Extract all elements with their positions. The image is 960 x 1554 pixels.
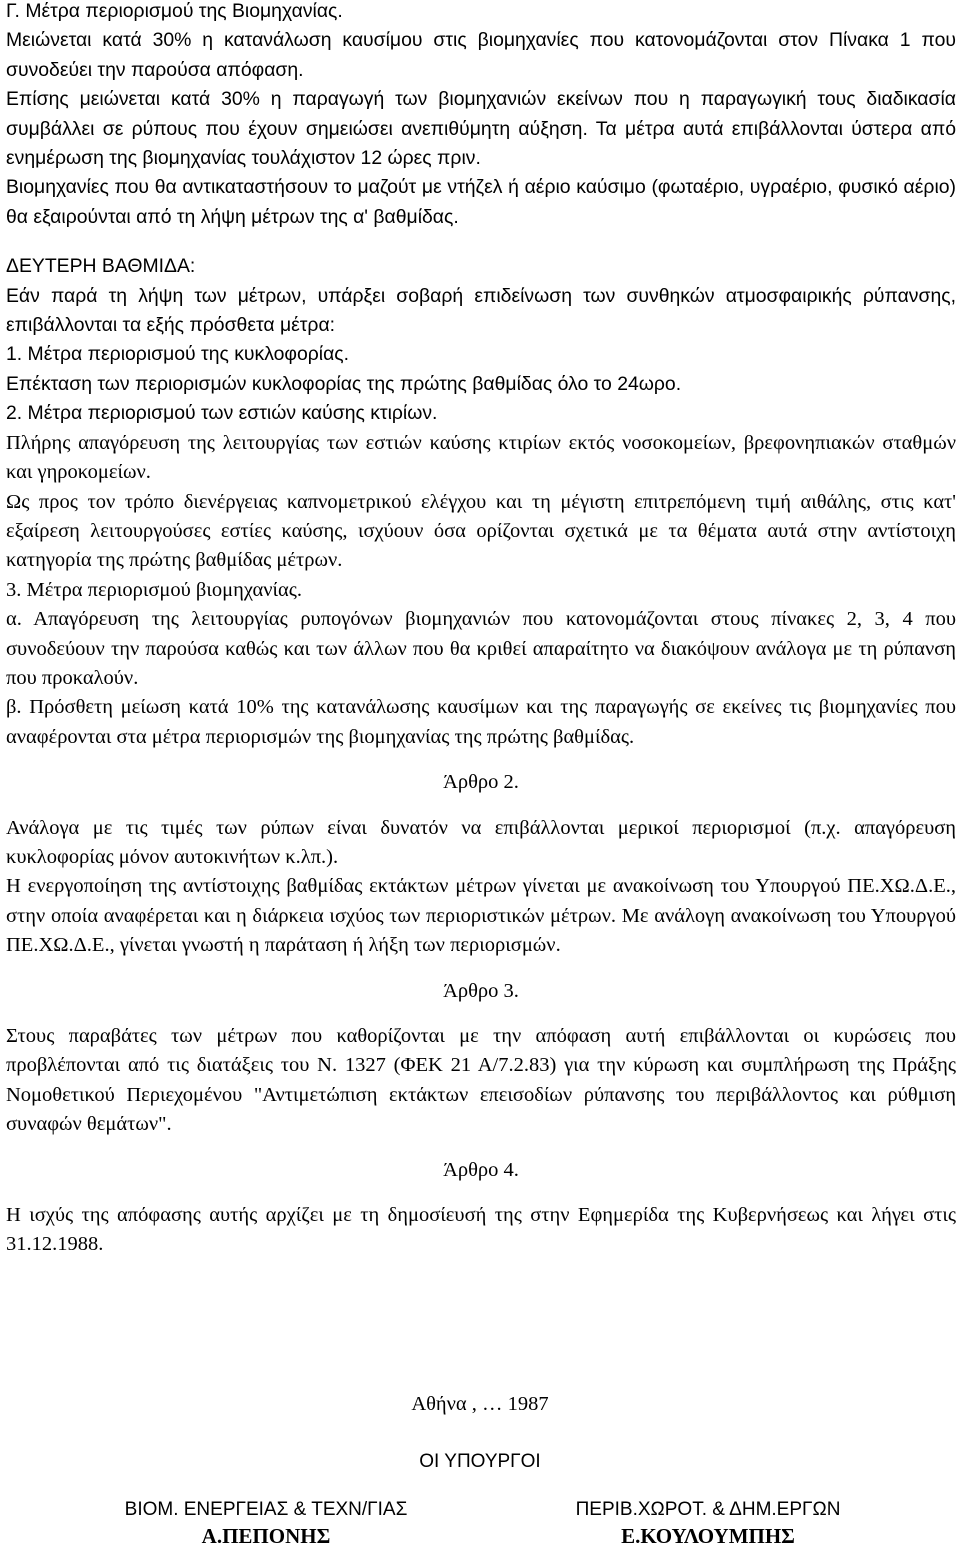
section-c-heading: Γ. Μέτρα περιορισμού της Βιομηχανίας. xyxy=(6,0,343,22)
right-minister-name: Ε.ΚΟΥΛΟΥΜΠΗΣ xyxy=(621,1524,795,1548)
signature-left xyxy=(56,1496,476,1550)
ministers-label: ΟΙ ΥΠΟΥΡΓΟΙ xyxy=(419,1451,541,1472)
article-2-paragraph-2: Η ενεργοποίηση της αντίστοιχης βαθμίδας εκτάκτων μέτρων γίνεται με ανακοίνωση του Υπουργού ΠΕ.ΧΩ.Δ.Ε., στην οποία αναφέρεται και η διάρκεια ισχύος των περιοριστικών μέτρων. Με ανάλογη ανακοίνωση του Υπουργού ΠΕ.ΧΩ.Δ.Ε., γίνεται γνωστή η παράταση ή λήξη των περιορισμών. xyxy=(6,875,956,957)
section-c-paragraph-3: Βιομηχανίες που θα αντικαταστήσουν το μαζούτ με ντήζελ ή αέριο καύσιμο (φωταέριο, υγραέριο, φυσικό αέριο) θα εξαιρούνται από τη λήψη μέτρων της α' βαθμίδας. xyxy=(6,176,956,228)
article-3-title: Άρθρο 3. xyxy=(443,979,519,1002)
measure-2-text-2: Ως προς τον τρόπο διενέργειας καπνομετρικού ελέγχου και τη μέγιστη επιτρεπόμενη τιμή αιθάλης, στις κατ' εξαίρεση λειτουργούσες εστίες καύσης, ισχύουν όσα ορίζονται σχετικά με τα θέματα αυτά στην αντίστοιχη κατηγορία της πρώτης βαθμίδας μέτρων. xyxy=(6,490,956,572)
second-level-heading: ΔΕΥΤΕΡΗ ΒΑΘΜΙΔΑ: xyxy=(6,255,196,278)
measure-3-a: α. Απαγόρευση της λειτουργίας ρυπογόνων βιομηχανιών που κατονομάζονται στους πίνακες 2, 3, 4 που συνοδεύουν την παρούσα καθώς και των άλλων που θα κριθεί απαραίτητο να διακόψουν ανάλογα με τη ρύπανση που προκαλούν. xyxy=(6,608,956,689)
measure-2-text: Πλήρης απαγόρευση της λειτουργίας των εστιών καύσης κτιρίων εκτός νοσοκομείων, βρεφονηπιακών σταθμών και γηροκομείων. xyxy=(6,431,956,484)
second-level-intro: Εάν παρά τη λήψη των μέτρων, υπάρξει σοβαρή επιδείνωση των συνθηκών ατμοσφαιρικής ρύπανσης, επιβάλλονται τα εξής πρόσθετα μέτρα: xyxy=(6,284,956,337)
document-page xyxy=(6,0,956,1260)
article-3-paragraph-1: Στους παραβάτες των μέτρων που καθορίζονται με την απόφαση αυτή επιβάλλονται οι κυρώσεις που προβλέπονται από τις διατάξεις του Ν. 1327 (ΦΕΚ 21 Α/7.2.83) για την κύρωση και συμπλήρωση της Πράξης Νομοθετικού Περιεχομένου "Αντιμετώπιση εκτάκτων επεισοδίων ρύπανσης του περιβάλλοντος και ρύθμιση συναφών θεμάτων". xyxy=(6,1025,956,1136)
left-minister-name: Α.ΠΕΠΟΝΗΣ xyxy=(201,1524,331,1548)
right-ministry: ΠΕΡΙΒ.ΧΩΡΟΤ. & ΔΗΜ.ΕΡΓΩΝ xyxy=(575,1499,841,1520)
section-c-paragraph-2: Επίσης μειώνεται κατά 30% η παραγωγή των βιομηχανιών εκείνων που η παραγωγική τους διαδικασία συμβάλλει σε ρύπους που έχουν σημειώσει ανεπιθύμητη αύξηση. Τα μέτρα αυτά επιβάλλονται ύστερα από ενημέρωση της βιομηχανίας τουλάχιστον 12 ώρες πριν. xyxy=(6,88,956,170)
article-2-paragraph-1: Ανάλογα με τις τιμές των ρύπων είναι δυνατόν να επιβάλλονται μερικοί περιορισμοί (π.χ. απαγόρευση κυκλοφορίας μόνον αυτοκινήτων κ.λπ.). xyxy=(6,816,956,868)
measure-2-title: 2. Μέτρα περιορισμού των εστιών καύσης κτιρίων. xyxy=(6,402,438,425)
spacer xyxy=(6,232,956,252)
place-and-date: Αθήνα , … 1987 xyxy=(411,1393,549,1415)
measure-3-b: β. Πρόσθετη μείωση κατά 10% της κατανάλωσης καυσίμων και της παραγωγής σε εκείνες τις βιομηχανίες που αναφέρονται στα μέτρα περιορισμών της βιομηχανίας της πρώτης βαθμίδας. xyxy=(6,696,956,748)
signature-right xyxy=(498,1496,918,1550)
article-4-paragraph-1: Η ισχύς της απόφασης αυτής αρχίζει με τη δημοσίευσή της στην Εφημερίδα της Κυβερνήσεως και λήγει στις 31.12.1988. xyxy=(6,1204,956,1256)
left-ministry: ΒΙΟΜ. ΕΝΕΡΓΕΙΑΣ & ΤΕΧΝ/ΓΙΑΣ xyxy=(124,1499,408,1520)
measure-1-text: Επέκταση των περιορισμών κυκλοφορίας της πρώτης βαθμίδας όλο το 24ωρο. xyxy=(6,372,682,395)
measure-1-title: 1. Μέτρα περιορισμού της κυκλοφορίας. xyxy=(6,343,350,366)
measure-3-title: 3. Μέτρα περιορισμού βιομηχανίας. xyxy=(6,578,302,601)
signatures xyxy=(0,1496,960,1554)
article-4-title: Άρθρο 4. xyxy=(443,1158,519,1181)
article-2-title: Άρθρο 2. xyxy=(443,771,519,794)
section-c-paragraph-1: Μειώνεται κατά 30% η κατανάλωση καυσίμου στις βιομηχανίες που κατονομάζονται στον Πίνακα 1 που συνοδεύει την παρούσα απόφαση. xyxy=(6,29,956,81)
